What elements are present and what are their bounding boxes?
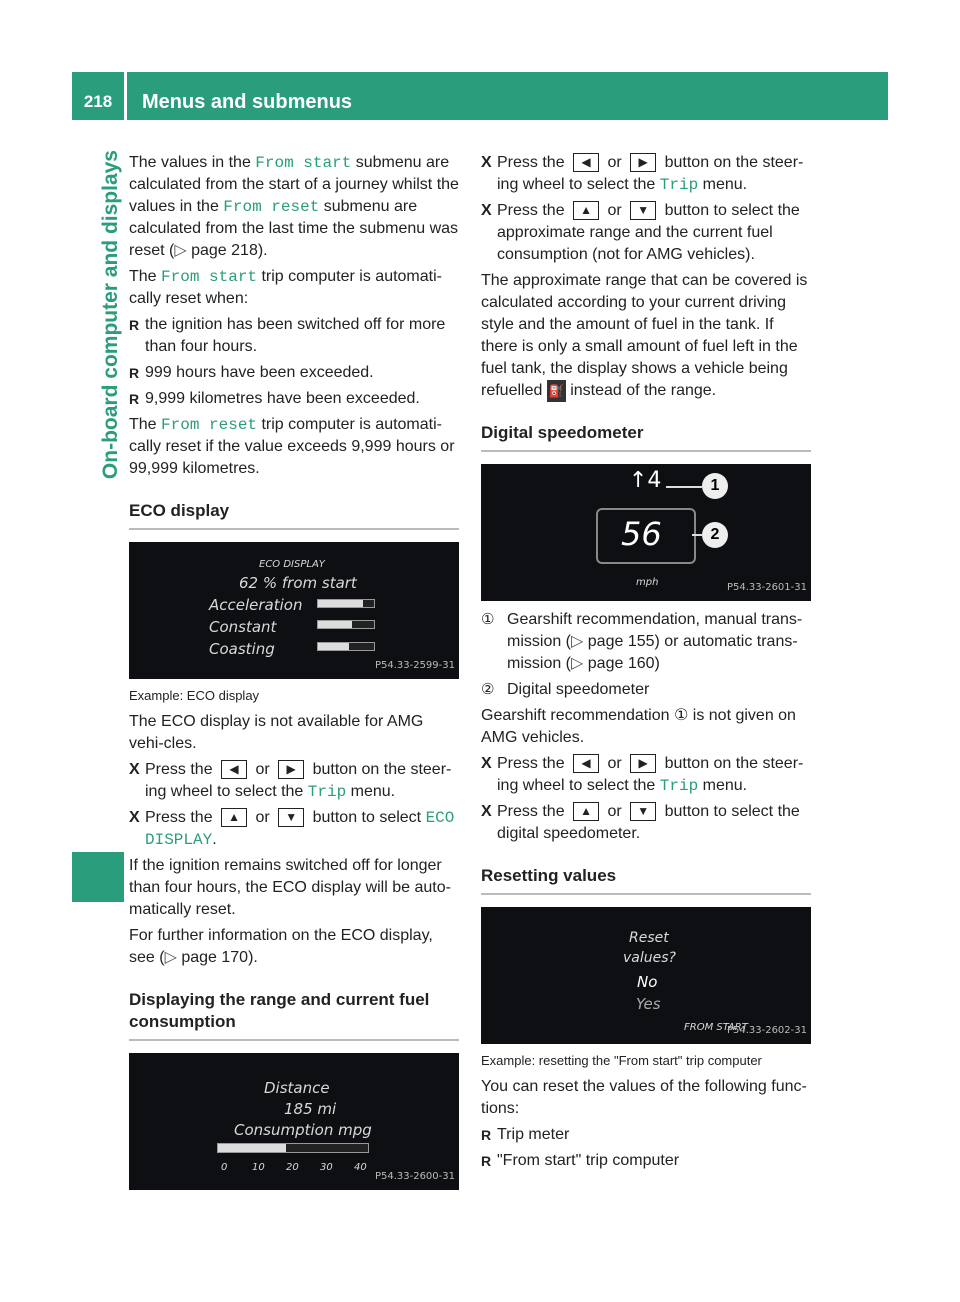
- tick-label: 20: [286, 1162, 299, 1173]
- instruction-step: X Press the ◀ or ▶ button on the steer-ing wheel to select the Trip menu.: [129, 761, 452, 801]
- tick-label: 10: [252, 1162, 265, 1173]
- range-value: 185 mi: [284, 1100, 337, 1118]
- figure-code: P54.33-2602-31: [726, 1025, 807, 1036]
- figure-code: P54.33-2599-31: [374, 660, 455, 671]
- bullet-icon: R: [481, 1127, 492, 1143]
- step-icon: X: [481, 755, 492, 772]
- menu-term: ECO DISPLAY: [145, 809, 455, 849]
- section-title: Menus and submenus: [142, 91, 353, 113]
- eco-subtitle: 62 % from start: [239, 574, 357, 592]
- right-arrow-key-icon: ▶: [278, 760, 304, 779]
- eco-row-bar: [317, 620, 375, 629]
- reset-figure: [481, 907, 811, 1044]
- page-ref-icon: ▷: [571, 633, 584, 650]
- consumption-bar: [217, 1143, 369, 1153]
- bullet-icon: R: [129, 391, 140, 407]
- page-ref-icon: ▷: [164, 949, 177, 966]
- reset-option-yes: Yes: [636, 995, 661, 1013]
- consumption-label: Consumption mpg: [234, 1121, 372, 1139]
- left-arrow-key-icon: ◀: [573, 153, 599, 172]
- speed-value: 56: [621, 515, 662, 553]
- instruction-step: X Press the ▲ or ▼ button to select ECO DISPLAY.: [129, 809, 455, 849]
- callout-number: ①: [481, 611, 495, 628]
- legend-item: ① Gearshift recommendation, manual trans-mission (▷ page 155) or automatic trans-mission (▷ page 160): [481, 611, 803, 672]
- menu-term: From start: [161, 268, 258, 286]
- speedometer-figure: [481, 464, 811, 601]
- tick-label: 0: [221, 1162, 228, 1173]
- eco-row-bar: [317, 599, 375, 608]
- list-item: R 999 hours have been exceeded.: [129, 362, 459, 384]
- callout-number: ②: [481, 681, 495, 698]
- range-heading: Displaying the range and current fuel consumption: [129, 989, 459, 1041]
- reset-paragraph: You can reset the values of the following func-tions:: [481, 1078, 807, 1117]
- menu-term: From start: [255, 154, 352, 172]
- right-arrow-key-icon: ▶: [630, 754, 656, 773]
- eco-display-figure: [129, 542, 459, 679]
- eco-caption: Example: ECO display: [129, 688, 260, 703]
- header-divider: [124, 72, 127, 120]
- instruction-step: X Press the ▲ or ▼ button to select the digital speedometer.: [481, 803, 800, 842]
- eco-row-label: Constant: [209, 618, 277, 636]
- speedo-heading: Digital speedometer: [481, 422, 811, 452]
- step-icon: X: [129, 809, 140, 826]
- step-icon: X: [481, 154, 492, 171]
- step-icon: X: [481, 202, 492, 219]
- legend-item: ② Digital speedometer: [481, 679, 811, 701]
- up-arrow-key-icon: ▲: [573, 802, 599, 821]
- callout-2: 2: [702, 522, 728, 548]
- right-arrow-key-icon: ▶: [630, 153, 656, 172]
- menu-term: Trip: [659, 176, 699, 194]
- eco-row-label: Coasting: [209, 640, 275, 658]
- callout-number: ①: [673, 707, 689, 724]
- tick-label: 40: [354, 1162, 367, 1173]
- range-paragraph: The approximate range that can be covered is calculated according to your current driving style and the amount of fuel in the tank. If there is only a small amount of fuel left in the fuel tank, the display shows a vehicle being refuelled ⛽ instead of the range.: [481, 270, 811, 402]
- speedo-paragraph: Gearshift recommendation ① is not given on AMG vehicles.: [481, 707, 796, 746]
- intro-paragraph-3: The From reset trip computer is automati-cally reset if the value exceeds 9,999 hours or 99,999 kilometres.: [129, 416, 455, 477]
- reset-option-no: No: [637, 973, 658, 991]
- down-arrow-key-icon: ▼: [278, 808, 304, 827]
- bullet-icon: R: [129, 317, 140, 333]
- intro-paragraph-2: The From start trip computer is automati-cally reset when:: [129, 268, 442, 307]
- page-ref-icon: ▷: [174, 242, 187, 259]
- page-number: 218: [83, 92, 113, 111]
- left-arrow-key-icon: ◀: [221, 760, 247, 779]
- eco-paragraph-2: For further information on the ECO display, see (▷ page 170).: [129, 927, 433, 966]
- eco-note: The ECO display is not available for AMG vehi-cles.: [129, 713, 424, 752]
- instruction-step: X Press the ◀ or ▶ button on the steer-ing wheel to select the Trip menu.: [481, 755, 804, 795]
- bullet-icon: R: [481, 1153, 492, 1169]
- speed-unit: mph: [636, 577, 659, 588]
- reset-line-1: Reset: [629, 930, 669, 946]
- chapter-marker: [72, 852, 124, 902]
- range-figure: [129, 1053, 459, 1190]
- down-arrow-key-icon: ▼: [630, 201, 656, 220]
- list-item: R Trip meter: [481, 1124, 811, 1146]
- refuel-icon: ⛽: [547, 380, 566, 402]
- instruction-step: X Press the ▲ or ▼ button to select the approximate range and the current fuel consumption (not for AMG vehicles).: [481, 202, 800, 263]
- left-column: [129, 152, 459, 1198]
- up-arrow-key-icon: ▲: [573, 201, 599, 220]
- list-item: R 9,999 kilometres have been exceeded.: [129, 388, 459, 410]
- eco-heading: ECO display: [129, 500, 459, 530]
- bullet-icon: R: [129, 365, 140, 381]
- left-arrow-key-icon: ◀: [573, 754, 599, 773]
- instruction-step: X Press the ◀ or ▶ button on the steer-ing wheel to select the Trip menu.: [481, 154, 804, 194]
- reset-line-2: values?: [623, 950, 676, 966]
- eco-row-bar: [317, 642, 375, 651]
- eco-paragraph-1: If the ignition remains switched off for longer than four hours, the ECO display will be auto-matically reset.: [129, 857, 451, 918]
- reset-caption: Example: resetting the "From start" trip computer: [481, 1053, 762, 1068]
- menu-term: Trip: [307, 783, 347, 801]
- step-icon: X: [129, 761, 140, 778]
- menu-term: From reset: [223, 198, 320, 216]
- gear-recommendation: ↑4: [629, 468, 662, 493]
- menu-term: Trip: [659, 777, 699, 795]
- intro-paragraph-1: The values in the From start submenu are calculated from the start of a journey whilst the values in the From reset submenu are calculated from the last time the submenu was reset (▷ page 218).: [129, 154, 459, 259]
- list-item: R the ignition has been switched off for more than four hours.: [129, 316, 446, 355]
- range-label: Distance: [264, 1079, 330, 1097]
- reset-footer: FROM START: [684, 1022, 748, 1033]
- page-ref-icon: ▷: [571, 655, 584, 672]
- eco-row-label: Acceleration: [209, 596, 303, 614]
- menu-term: From reset: [161, 416, 258, 434]
- tick-label: 30: [320, 1162, 333, 1173]
- right-column: [481, 152, 811, 1176]
- figure-code: P54.33-2600-31: [374, 1171, 455, 1182]
- up-arrow-key-icon: ▲: [221, 808, 247, 827]
- figure-code: P54.33-2601-31: [726, 582, 807, 593]
- reset-heading: Resetting values: [481, 865, 811, 895]
- down-arrow-key-icon: ▼: [630, 802, 656, 821]
- eco-title: ECO DISPLAY: [259, 559, 325, 570]
- chapter-title: On-board computer and displays: [99, 150, 122, 480]
- list-item: R "From start" trip computer: [481, 1150, 811, 1172]
- step-icon: X: [481, 803, 492, 820]
- callout-1: 1: [702, 473, 728, 499]
